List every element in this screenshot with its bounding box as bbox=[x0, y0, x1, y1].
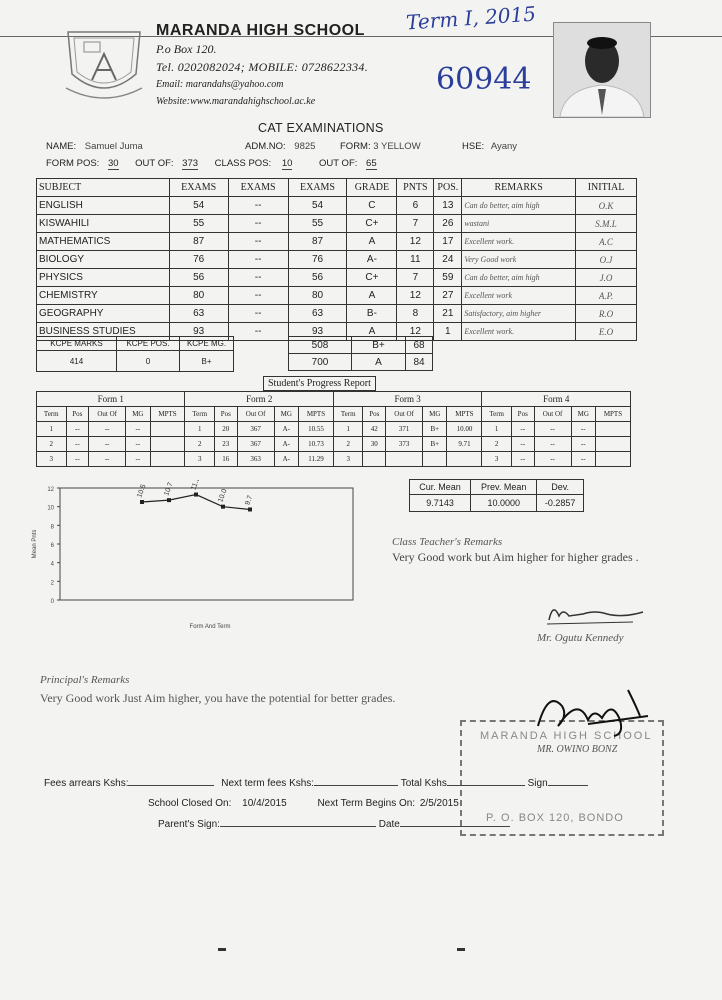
y-tick-label: 6 bbox=[50, 543, 54, 549]
subject-row bbox=[37, 269, 637, 287]
handwritten-term: Term I, 2015 bbox=[405, 1, 537, 35]
cell-exams-3: 63 bbox=[288, 305, 347, 323]
class-pos: 10 bbox=[281, 158, 293, 169]
data-point bbox=[194, 493, 198, 497]
student-form: 3 YELLOW bbox=[373, 141, 421, 152]
totals-table bbox=[288, 336, 433, 371]
data-point bbox=[167, 498, 171, 502]
cell-grade: C+ bbox=[347, 215, 397, 233]
form-pos: 30 bbox=[107, 158, 119, 169]
progress-cell: 3 bbox=[482, 452, 512, 467]
cell-initial: R.O bbox=[576, 305, 637, 323]
fees-arrears-field[interactable] bbox=[128, 785, 214, 786]
plot-frame bbox=[60, 488, 353, 600]
out-of-label: OUT OF: bbox=[135, 158, 174, 169]
cell-initial: O.K bbox=[576, 197, 637, 215]
progress-subheader: MPTS bbox=[595, 407, 630, 422]
sign-label: Sign bbox=[527, 778, 548, 789]
closed-label: School Closed On: bbox=[148, 798, 232, 809]
total-label: Total Kshs bbox=[400, 778, 447, 789]
progress-row bbox=[37, 422, 631, 437]
class-teacher-signature bbox=[543, 598, 653, 628]
cell-remarks: Excellent work bbox=[462, 287, 576, 305]
date-field[interactable] bbox=[400, 826, 510, 827]
subjects-table bbox=[36, 178, 637, 341]
cell-points: 7 bbox=[397, 215, 434, 233]
progress-cell: 3 bbox=[185, 452, 215, 467]
cell-exams-3: 80 bbox=[288, 287, 347, 305]
adm-group bbox=[245, 141, 315, 152]
progress-subheader: MG bbox=[126, 407, 150, 422]
dates-row bbox=[148, 798, 459, 809]
cell-exams-2: -- bbox=[228, 269, 288, 287]
cell-subject: BUSINESS STUDIES bbox=[37, 323, 170, 341]
date-label: Date bbox=[378, 819, 400, 830]
subject-row bbox=[37, 233, 637, 251]
class-pos-label: CLASS POS: bbox=[214, 158, 272, 169]
data-point bbox=[140, 500, 144, 504]
cur-mean-header: Cur. Mean bbox=[410, 480, 471, 495]
student-photo bbox=[553, 22, 651, 118]
cell-remarks: wastani bbox=[462, 215, 576, 233]
progress-subheader: Out Of bbox=[89, 407, 126, 422]
class-teacher-heading: Class Teacher's Remarks bbox=[392, 536, 503, 548]
cur-mean-value: 9.7143 bbox=[410, 495, 471, 512]
progress-cell: 1 bbox=[185, 422, 215, 437]
student-name: Samuel Juma bbox=[84, 141, 143, 152]
progress-subheader: MPTS bbox=[299, 407, 334, 422]
cell-exams-3: 56 bbox=[288, 269, 347, 287]
progress-cell: 367 bbox=[237, 422, 274, 437]
progress-cell bbox=[150, 422, 185, 437]
cell-initial: J.O bbox=[576, 269, 637, 287]
subject-row bbox=[37, 215, 637, 233]
student-house: Ayany bbox=[490, 141, 518, 152]
y-tick-label: 0 bbox=[50, 599, 54, 605]
y-tick-label: 8 bbox=[50, 524, 54, 531]
cell-exams-2: -- bbox=[228, 233, 288, 251]
cell-initial: S.M.L bbox=[576, 215, 637, 233]
progress-cell: -- bbox=[511, 452, 534, 467]
progress-subheader: Out Of bbox=[534, 407, 571, 422]
adm-number: 9825 bbox=[294, 141, 316, 152]
data-label: 11.3 bbox=[190, 480, 202, 492]
progress-cell bbox=[595, 437, 630, 452]
prev-mean-header: Prev. Mean bbox=[471, 480, 537, 495]
cell-exams-3: 54 bbox=[288, 197, 347, 215]
progress-table bbox=[36, 391, 631, 467]
cell-exams-3: 76 bbox=[288, 251, 347, 269]
progress-cell: 371 bbox=[386, 422, 423, 437]
form-out-of: 373 bbox=[182, 158, 199, 169]
form-label: FORM: bbox=[340, 141, 371, 152]
school-box: P.o Box 120. bbox=[156, 42, 217, 56]
cell-subject: PHYSICS bbox=[37, 269, 170, 287]
cell-grade: A- bbox=[347, 251, 397, 269]
progress-cell: A- bbox=[274, 452, 298, 467]
cell-position: 1 bbox=[434, 323, 462, 341]
cell-subject: BIOLOGY bbox=[37, 251, 170, 269]
kcpe-table bbox=[36, 336, 234, 372]
progress-cell: -- bbox=[66, 422, 89, 437]
cell-subject: MATHEMATICS bbox=[37, 233, 170, 251]
report-title: CAT EXAMINATIONS bbox=[258, 121, 384, 135]
progress-cell: 9.71 bbox=[447, 437, 482, 452]
form-group bbox=[340, 141, 421, 152]
cell-position: 27 bbox=[434, 287, 462, 305]
sign-field[interactable] bbox=[548, 785, 588, 786]
kcpe-pos-header: KCPE POS. bbox=[117, 337, 180, 351]
cell-exams-2: -- bbox=[228, 323, 288, 341]
begins-date: 2/5/2015 bbox=[419, 798, 459, 809]
progress-subheader: Out Of bbox=[237, 407, 274, 422]
progress-cell: 10.55 bbox=[299, 422, 334, 437]
cell-remarks: Excellent work. bbox=[462, 233, 576, 251]
cell-remarks: Can do better, aim high bbox=[462, 197, 576, 215]
progress-cell: -- bbox=[534, 437, 571, 452]
kcpe-mg-header: KCPE MG. bbox=[180, 337, 234, 351]
progress-cell bbox=[150, 452, 185, 467]
progress-cell: -- bbox=[89, 452, 126, 467]
cell-position: 17 bbox=[434, 233, 462, 251]
progress-cell: -- bbox=[89, 422, 126, 437]
progress-subheader: Term bbox=[185, 407, 215, 422]
parent-sign-row bbox=[158, 819, 510, 830]
progress-cell: B+ bbox=[423, 437, 447, 452]
school-website: Website:www.marandahighschool.ac.ke bbox=[156, 96, 316, 107]
series-line bbox=[142, 495, 250, 510]
parent-sign-label: Parent's Sign: bbox=[158, 819, 220, 830]
form-1-header: Form 1 bbox=[37, 392, 185, 407]
progress-subheader: Term bbox=[482, 407, 512, 422]
progress-cell: 20 bbox=[214, 422, 237, 437]
cell-position: 26 bbox=[434, 215, 462, 233]
class-teacher-name: Mr. Ogutu Kennedy bbox=[537, 632, 624, 644]
cell-exams-1: 87 bbox=[169, 233, 228, 251]
y-tick-label: 10 bbox=[47, 505, 54, 512]
cell-grade: A bbox=[347, 233, 397, 251]
cell-grade: C+ bbox=[347, 269, 397, 287]
school-email: Email: marandahs@yahoo.com bbox=[156, 79, 284, 90]
header-exams-2: EXAMS bbox=[228, 179, 288, 197]
fees-arrears-label: Fees arrears Kshs: bbox=[44, 778, 129, 789]
progress-cell: -- bbox=[66, 437, 89, 452]
cell-points: 12 bbox=[397, 233, 434, 251]
progress-cell: -- bbox=[571, 452, 595, 467]
handwritten-number: 60944 bbox=[436, 62, 532, 97]
cell-exams-3: 55 bbox=[288, 215, 347, 233]
max-marks: 700 bbox=[289, 354, 352, 371]
header-initial: INITIAL bbox=[576, 179, 637, 197]
progress-cell: 3 bbox=[37, 452, 67, 467]
begins-label: Next Term Begins On: bbox=[317, 798, 416, 809]
cell-points: 12 bbox=[397, 287, 434, 305]
class-teacher-remark: Very Good work but Aim higher for higher grades . bbox=[392, 550, 639, 564]
scan-mark bbox=[457, 948, 465, 951]
progress-subheader: MG bbox=[274, 407, 298, 422]
data-point bbox=[221, 505, 225, 509]
cell-position: 13 bbox=[434, 197, 462, 215]
progress-cell: 30 bbox=[363, 437, 386, 452]
progress-subheader: MPTS bbox=[447, 407, 482, 422]
cell-exams-1: 54 bbox=[169, 197, 228, 215]
total-marks: 508 bbox=[289, 337, 352, 354]
progress-row bbox=[37, 437, 631, 452]
principal-signature bbox=[528, 686, 658, 740]
cell-subject: GEOGRAPHY bbox=[37, 305, 170, 323]
cell-remarks: Satisfactory, aim higher bbox=[462, 305, 576, 323]
prev-mean-value: 10.0000 bbox=[471, 495, 537, 512]
progress-subheader: Pos bbox=[511, 407, 534, 422]
progress-subheader: Term bbox=[333, 407, 363, 422]
progress-cell: -- bbox=[511, 437, 534, 452]
progress-subheader: Term bbox=[37, 407, 67, 422]
progress-cell: 2 bbox=[37, 437, 67, 452]
progress-cell: 42 bbox=[363, 422, 386, 437]
progress-cell: 2 bbox=[482, 437, 512, 452]
progress-cell: A- bbox=[274, 422, 298, 437]
progress-cell: A- bbox=[274, 437, 298, 452]
class-out-of-label: OUT OF: bbox=[319, 158, 358, 169]
kcpe-pos-value: 0 bbox=[117, 351, 180, 372]
cell-initial: A.P. bbox=[576, 287, 637, 305]
progress-cell: 10.73 bbox=[299, 437, 334, 452]
y-tick-label: 12 bbox=[47, 487, 54, 493]
name-label: NAME: bbox=[46, 141, 77, 152]
positions-row bbox=[46, 158, 377, 170]
stamp-line-2: P. O. BOX 120, BONDO bbox=[486, 812, 624, 824]
cell-initial: A.C bbox=[576, 233, 637, 251]
cell-position: 59 bbox=[434, 269, 462, 287]
total-points: 68 bbox=[406, 337, 433, 354]
cell-points: 11 bbox=[397, 251, 434, 269]
next-term-fees-label: Next term fees Kshs: bbox=[221, 778, 315, 789]
progress-cell: 23 bbox=[214, 437, 237, 452]
progress-subheader-row bbox=[37, 407, 631, 422]
cell-subject: CHEMISTRY bbox=[37, 287, 170, 305]
cell-remarks: Can do better, aim high bbox=[462, 269, 576, 287]
cell-exams-2: -- bbox=[228, 251, 288, 269]
kcpe-marks-value: 414 bbox=[37, 351, 117, 372]
progress-subheader: MG bbox=[571, 407, 595, 422]
progress-cell: 1 bbox=[333, 422, 363, 437]
cell-exams-2: -- bbox=[228, 287, 288, 305]
cell-remarks: Excellent work. bbox=[462, 323, 576, 341]
house-group bbox=[462, 141, 517, 152]
progress-cell: -- bbox=[126, 422, 150, 437]
header-position: POS. bbox=[434, 179, 462, 197]
kcpe-mg-value: B+ bbox=[180, 351, 234, 372]
progress-subheader: Pos bbox=[214, 407, 237, 422]
cell-initial: O.J bbox=[576, 251, 637, 269]
dev-value: -0.2857 bbox=[537, 495, 584, 512]
cell-position: 24 bbox=[434, 251, 462, 269]
kcpe-marks-header: KCPE MARKS bbox=[37, 337, 117, 351]
progress-cell bbox=[447, 452, 482, 467]
subjects-header-row bbox=[37, 179, 637, 197]
scan-mark bbox=[218, 948, 226, 951]
progress-cell: 10.00 bbox=[447, 422, 482, 437]
progress-subheader: Out Of bbox=[386, 407, 423, 422]
header-subject: SUBJECT bbox=[37, 179, 170, 197]
hse-label: HSE: bbox=[462, 141, 485, 152]
progress-cell bbox=[386, 452, 423, 467]
progress-cell: 1 bbox=[37, 422, 67, 437]
cell-grade: C bbox=[347, 197, 397, 215]
max-grade: A bbox=[352, 354, 406, 371]
progress-cell: 373 bbox=[386, 437, 423, 452]
progress-forms-row bbox=[37, 392, 631, 407]
cell-subject: ENGLISH bbox=[37, 197, 170, 215]
header-grade: GRADE bbox=[347, 179, 397, 197]
cell-points: 8 bbox=[397, 305, 434, 323]
cell-subject: KISWAHILI bbox=[37, 215, 170, 233]
cell-remarks: Very Good work bbox=[462, 251, 576, 269]
y-tick-label: 2 bbox=[50, 580, 54, 587]
cell-exams-2: -- bbox=[228, 305, 288, 323]
cell-points: 6 bbox=[397, 197, 434, 215]
progress-subheader: Pos bbox=[66, 407, 89, 422]
cell-points: 7 bbox=[397, 269, 434, 287]
cell-exams-1: 80 bbox=[169, 287, 228, 305]
cell-position: 21 bbox=[434, 305, 462, 323]
subject-row bbox=[37, 305, 637, 323]
progress-cell: -- bbox=[571, 437, 595, 452]
subject-row bbox=[37, 287, 637, 305]
progress-cell: 363 bbox=[237, 452, 274, 467]
progress-subheader: MPTS bbox=[150, 407, 185, 422]
progress-cell bbox=[363, 452, 386, 467]
principal-remark: Very Good work Just Aim higher, you have the potential for better grades. bbox=[40, 691, 396, 705]
progress-chart bbox=[30, 480, 360, 630]
cell-exams-1: 56 bbox=[169, 269, 228, 287]
dev-header: Dev. bbox=[537, 480, 584, 495]
cell-exams-3: 87 bbox=[288, 233, 347, 251]
progress-cell: -- bbox=[89, 437, 126, 452]
progress-cell bbox=[150, 437, 185, 452]
stamp-line-1: MARANDA HIGH SCHOOL bbox=[480, 730, 653, 742]
progress-cell: 3 bbox=[333, 452, 363, 467]
cell-exams-2: -- bbox=[228, 197, 288, 215]
data-point bbox=[248, 507, 252, 511]
total-field[interactable] bbox=[447, 785, 525, 786]
progress-cell: 2 bbox=[333, 437, 363, 452]
form-3-header: Form 3 bbox=[333, 392, 481, 407]
header-exams-1: EXAMS bbox=[169, 179, 228, 197]
cell-grade: A bbox=[347, 323, 397, 341]
subject-row bbox=[37, 197, 637, 215]
form-pos-label: FORM POS: bbox=[46, 158, 100, 169]
data-label: 10.5 bbox=[136, 483, 148, 499]
progress-cell: 367 bbox=[237, 437, 274, 452]
data-label: 10.7 bbox=[163, 481, 175, 497]
cell-exams-1: 55 bbox=[169, 215, 228, 233]
progress-cell: -- bbox=[511, 422, 534, 437]
cell-exams-1: 63 bbox=[169, 305, 228, 323]
mean-table bbox=[409, 479, 584, 512]
data-label: 9.7 bbox=[244, 494, 255, 507]
cell-points: 12 bbox=[397, 323, 434, 341]
cell-exams-1: 93 bbox=[169, 323, 228, 341]
header-remarks: REMARKS bbox=[462, 179, 576, 197]
x-axis-label: Form And Term bbox=[189, 624, 231, 630]
progress-cell: 1 bbox=[482, 422, 512, 437]
progress-cell: -- bbox=[66, 452, 89, 467]
class-out-of: 65 bbox=[366, 158, 377, 169]
progress-cell: -- bbox=[534, 452, 571, 467]
progress-row bbox=[37, 452, 631, 467]
progress-cell: 16 bbox=[214, 452, 237, 467]
progress-cell bbox=[595, 452, 630, 467]
cell-initial: E.O bbox=[576, 323, 637, 341]
header-points: PNTS bbox=[397, 179, 434, 197]
fees-row bbox=[44, 778, 588, 789]
progress-cell bbox=[595, 422, 630, 437]
school-tel: Tel. 0202082024; MOBILE: 0728622334. bbox=[156, 60, 369, 74]
cell-grade: B- bbox=[347, 305, 397, 323]
cell-grade: A bbox=[347, 287, 397, 305]
data-label: 10.0 bbox=[217, 488, 229, 504]
cell-exams-1: 76 bbox=[169, 251, 228, 269]
header-exams-3: EXAMS bbox=[288, 179, 347, 197]
progress-report-title: Student's Progress Report bbox=[263, 376, 376, 391]
progress-cell: 11.29 bbox=[299, 452, 334, 467]
student-info-row bbox=[46, 141, 143, 152]
progress-cell: -- bbox=[534, 422, 571, 437]
y-axis-label: Mean Pnts bbox=[32, 529, 38, 559]
max-points: 84 bbox=[406, 354, 433, 371]
school-name: MARANDA HIGH SCHOOL bbox=[156, 22, 365, 39]
progress-cell: B+ bbox=[423, 422, 447, 437]
principal-name: MR. OWINO BONZ bbox=[537, 744, 618, 755]
school-logo bbox=[62, 24, 146, 104]
progress-subheader: Pos bbox=[363, 407, 386, 422]
progress-subheader: MG bbox=[423, 407, 447, 422]
progress-cell: -- bbox=[126, 452, 150, 467]
principal-heading: Principal's Remarks bbox=[40, 674, 130, 686]
form-2-header: Form 2 bbox=[185, 392, 333, 407]
total-grade: B+ bbox=[352, 337, 406, 354]
progress-cell: -- bbox=[126, 437, 150, 452]
progress-cell bbox=[423, 452, 447, 467]
cell-exams-2: -- bbox=[228, 215, 288, 233]
progress-cell: -- bbox=[571, 422, 595, 437]
y-tick-label: 4 bbox=[50, 561, 54, 568]
subject-row bbox=[37, 251, 637, 269]
next-term-fees-field[interactable] bbox=[314, 785, 398, 786]
parent-sign-field[interactable] bbox=[220, 826, 376, 827]
cell-exams-3: 93 bbox=[288, 323, 347, 341]
closed-date: 10/4/2015 bbox=[242, 798, 287, 809]
progress-cell: 2 bbox=[185, 437, 215, 452]
adm-label: ADM.NO: bbox=[245, 141, 286, 152]
form-4-header: Form 4 bbox=[482, 392, 631, 407]
